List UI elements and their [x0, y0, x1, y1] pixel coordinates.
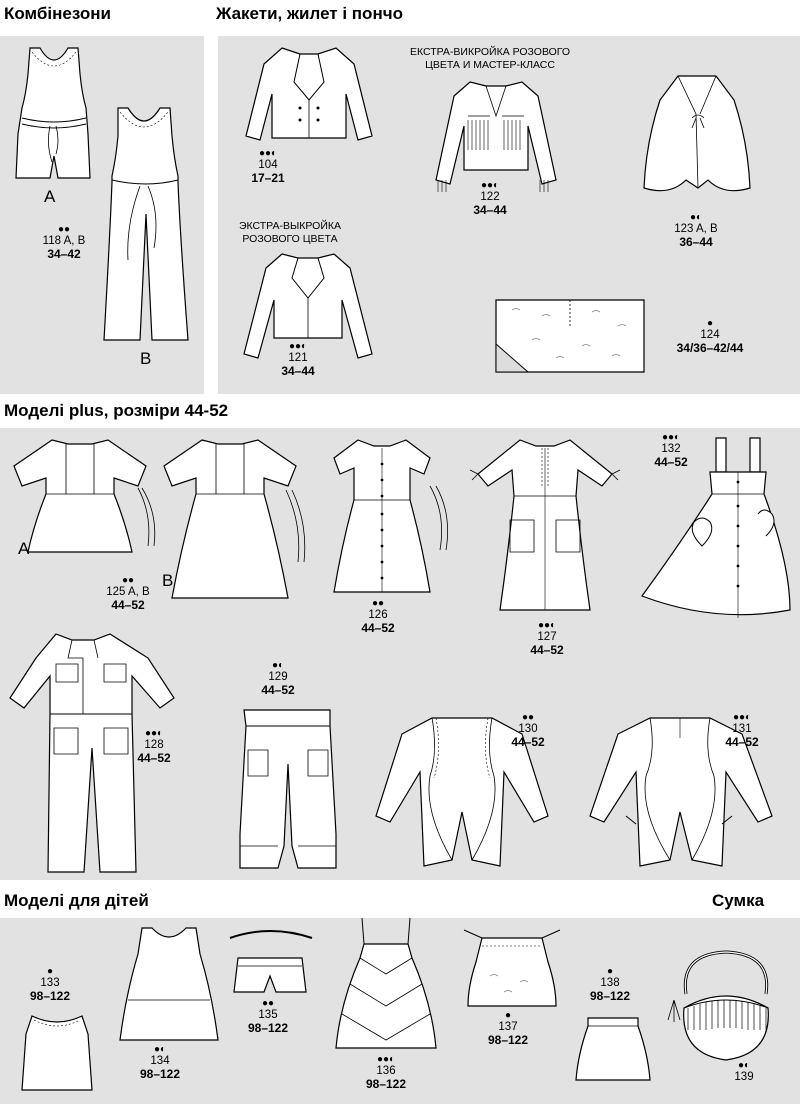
model-number: 122 [480, 191, 500, 203]
size-range: 36–44 [679, 235, 713, 249]
model-number: 138 [600, 977, 620, 989]
size-range: 44–52 [654, 455, 688, 469]
size-range: 98–122 [247, 1021, 289, 1035]
model-131 [702, 712, 782, 749]
sketch-138-skirt [572, 1014, 654, 1086]
size-range: 44–52 [261, 683, 295, 697]
difficulty: ● [46, 966, 54, 977]
sketch-118a-romper [12, 44, 96, 186]
sketch-133-top [14, 1010, 100, 1096]
sketch-136-sundress [334, 914, 438, 1054]
size-range: 44–52 [361, 621, 395, 635]
sketch-122-fringe-jacket [428, 76, 564, 194]
sketch-123-vest [638, 70, 756, 204]
model-number: 139 [734, 1071, 754, 1083]
section-title-bag: Сумка [712, 891, 765, 910]
difficulty: ●● [521, 712, 535, 723]
sketch-134-dress [116, 924, 222, 1044]
size-range: 34–42 [47, 247, 81, 261]
sketch-139-bag [660, 944, 790, 1066]
difficulty: ●●◐ [376, 1054, 396, 1065]
difficulty: ●●◐ [288, 341, 308, 352]
model-number: 127 [537, 631, 557, 643]
size-range: 44–52 [511, 735, 545, 749]
variant-label-a: A [44, 187, 56, 206]
size-range: 44–52 [530, 643, 564, 657]
model-134 [120, 1044, 200, 1081]
model-number: 134 [150, 1055, 170, 1067]
variant-label-b: B [162, 571, 174, 590]
difficulty: ● [606, 966, 614, 977]
section-title-kids: Моделі для дітей [4, 891, 149, 910]
sketch-118b-jumpsuit [96, 104, 194, 346]
difficulty: ●◐ [689, 212, 703, 223]
model-133 [10, 966, 90, 1003]
difficulty: ●◐ [737, 1060, 751, 1071]
sketch-132-pinafore-dress [640, 434, 792, 622]
variant-label-a: A [18, 539, 30, 558]
difficulty: ●●◐ [480, 180, 500, 191]
size-range: 34/36–42/44 [676, 341, 744, 355]
size-range: 34–44 [281, 364, 315, 378]
difficulty: ● [706, 318, 714, 329]
section-title-plus: Моделі plus, розміри 44-52 [4, 401, 229, 420]
size-range: 98–122 [29, 989, 71, 1003]
size-range: 98–122 [139, 1067, 181, 1081]
sketch-104-jacket [234, 42, 384, 154]
size-range: 44–52 [725, 735, 759, 749]
difficulty: ●◐ [153, 1044, 167, 1055]
model-135 [228, 998, 308, 1035]
section-title-jumpsuits: Комбінезони [4, 4, 111, 23]
model-138 [570, 966, 650, 1003]
model-number: 129 [268, 671, 288, 683]
sketch-127-dress [462, 434, 628, 614]
difficulty: ●●◐ [258, 148, 278, 159]
model-number: 104 [258, 159, 278, 171]
size-range: 34–44 [473, 203, 507, 217]
model-136 [346, 1054, 426, 1091]
model-127 [507, 620, 587, 657]
model-139 [704, 1060, 784, 1084]
difficulty: ●◐ [271, 660, 285, 671]
model-118 [24, 224, 104, 261]
difficulty: ●●◐ [144, 728, 164, 739]
model-130 [488, 712, 568, 749]
size-range: 17–21 [251, 171, 285, 185]
model-number: 128 [144, 739, 164, 751]
model-129 [238, 660, 318, 697]
difficulty: ●● [261, 998, 275, 1009]
note-extra-pink: ЭКСТРА-ВЫКРОЙКА РОЗОВОГО ЦВЕТА [238, 220, 342, 245]
model-number: 124 [700, 329, 720, 341]
sketch-135-shorts [224, 926, 318, 996]
model-number: 137 [498, 1021, 518, 1033]
model-number: 135 [258, 1009, 278, 1021]
difficulty: ●●◐ [661, 432, 681, 443]
difficulty: ●● [121, 575, 135, 586]
model-128 [114, 728, 194, 765]
size-range: 44–52 [111, 598, 145, 612]
difficulty: ● [504, 1010, 512, 1021]
model-number: 131 [732, 723, 752, 735]
difficulty: ●● [57, 224, 71, 235]
sketch-125b-dress [160, 434, 310, 602]
variant-label-b: B [140, 349, 152, 368]
model-125 [88, 575, 168, 612]
model-number: 123 A, B [674, 223, 718, 235]
size-range: 98–122 [589, 989, 631, 1003]
model-122 [450, 180, 530, 217]
model-number: 136 [376, 1065, 396, 1077]
model-number: 132 [661, 443, 681, 455]
model-number: 121 [288, 352, 308, 364]
model-126 [338, 598, 418, 635]
model-123 [656, 212, 736, 249]
sketch-129-trousers [232, 704, 342, 874]
model-number: 118 A, B [42, 235, 86, 247]
model-number: 125 A, B [106, 586, 150, 598]
sketch-137-top [460, 922, 564, 1016]
size-range: 44–52 [137, 751, 171, 765]
sketch-125a-dress [10, 434, 160, 556]
model-121 [258, 341, 338, 378]
difficulty: ●●◐ [732, 712, 752, 723]
sketch-126-dress [318, 434, 458, 598]
section-title-jackets: Жакети, жилет і пончо [216, 4, 403, 23]
model-124 [668, 318, 752, 355]
model-number: 133 [40, 977, 60, 989]
model-number: 126 [368, 609, 388, 621]
model-137 [468, 1010, 548, 1047]
model-104 [228, 148, 308, 185]
sketch-124-poncho-flat [492, 296, 648, 376]
model-number: 130 [518, 723, 538, 735]
size-range: 98–122 [365, 1077, 407, 1091]
size-range: 98–122 [487, 1033, 529, 1047]
difficulty: ●● [371, 598, 385, 609]
note-extra-pink-master: ЕКСТРА-ВИКРОЙКА РОЗОВОГО ЦВЕТА И МАСТЕР-КЛАСС [409, 46, 571, 71]
difficulty: ●●◐ [537, 620, 557, 631]
